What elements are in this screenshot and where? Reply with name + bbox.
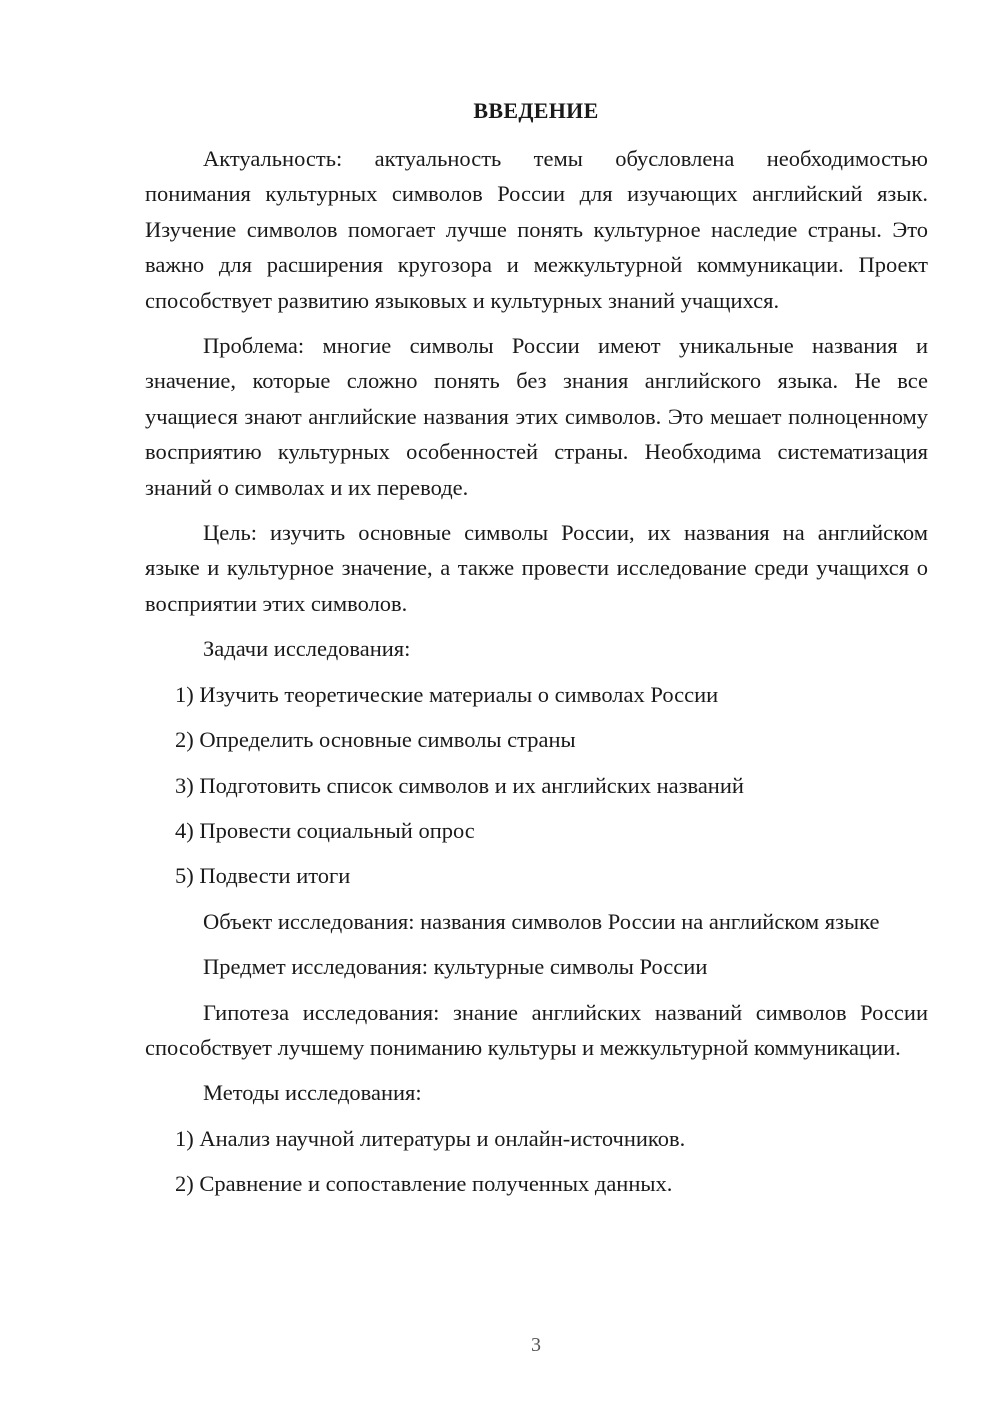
goal-paragraph: Цель: изучить основные символы России, их названия на английском языке и культурное значение, а также провести исследование среди учащихся о восприятии этих символов. [145, 520, 928, 616]
relevance-paragraph: Актуальность: актуальность темы обусловлена необходимостью понимания культурных символов России для изучающих английский язык. Изучение символов помогает лучше понять культурное наследие страны. Это важно для расширения кругозора и межкультурной коммуникации. Проект способствует развитию языковых и культурных знаний учащихся. [145, 146, 928, 313]
task-item: 3) Подготовить список символов и их английских названий [175, 772, 744, 798]
task-item: 5) Подвести итоги [175, 863, 351, 889]
page-title: ВВЕДЕНИЕ [473, 98, 599, 123]
methods-heading: Методы исследования: [203, 1080, 422, 1106]
problem-paragraph: Проблема: многие символы России имеют уникальные названия и значение, которые сложно понять без знания английского языка. Не все учащиеся знают английские названия этих символов. Это мешает полноценному восприятию культурных особенностей страны. Необходима систематизация знаний о символах и их переводе. [145, 333, 928, 500]
task-item: 1) Изучить теоретические материалы о символах России [175, 681, 719, 707]
task-item: 4) Провести социальный опрос [175, 817, 475, 843]
hypothesis-paragraph: Гипотеза исследования: знание английских названий символов России способствует лучшему пониманию культуры и межкультурной коммуникации. [145, 999, 928, 1060]
object-paragraph: Объект исследования: названия символов России на английском языке [203, 908, 880, 934]
method-item: 2) Сравнение и сопоставление полученных данных. [175, 1171, 673, 1197]
subject-paragraph: Предмет исследования: культурные символы России [203, 954, 708, 980]
page-number: 3 [531, 1334, 541, 1356]
method-item: 1) Анализ научной литературы и онлайн-источников. [175, 1125, 686, 1151]
page-content [145, 141, 928, 1202]
tasks-heading: Задачи исследования: [203, 636, 411, 662]
task-item: 2) Определить основные символы страны [175, 727, 576, 753]
